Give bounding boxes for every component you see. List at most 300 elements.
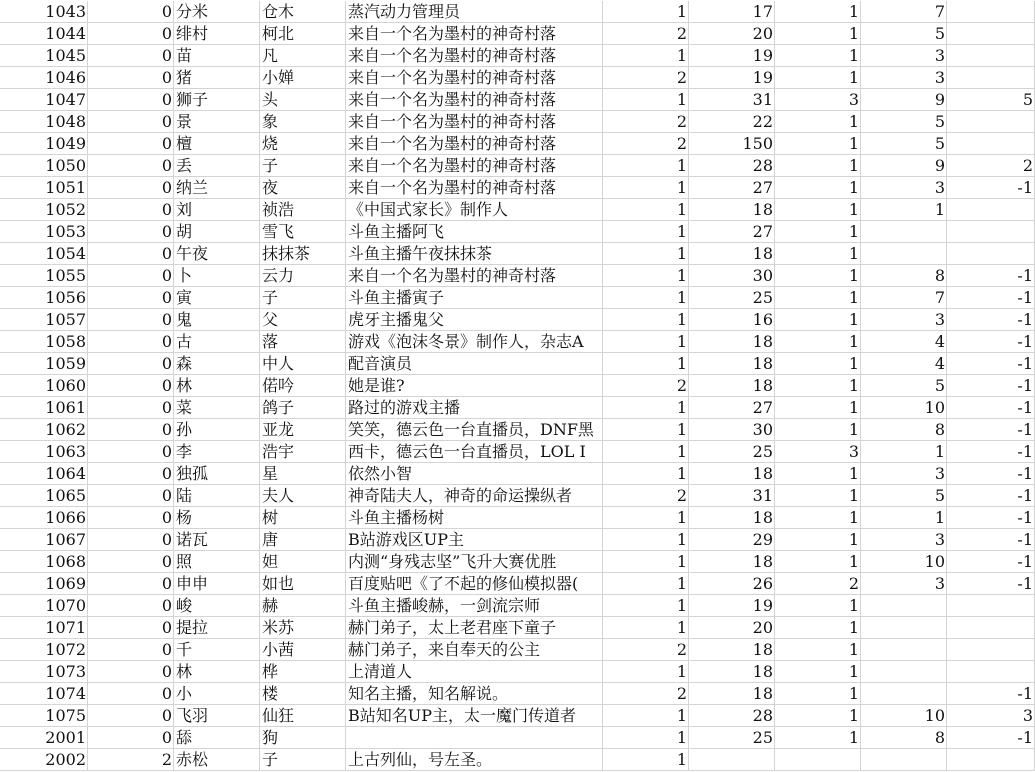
value-cell[interactable]: 8 bbox=[861, 419, 947, 441]
age-cell[interactable]: 18 bbox=[689, 243, 775, 265]
surname-cell[interactable]: 飞羽 bbox=[174, 705, 260, 727]
id-cell[interactable]: 1068 bbox=[0, 551, 88, 573]
flag-cell[interactable]: 0 bbox=[88, 705, 174, 727]
age-cell[interactable]: 18 bbox=[689, 353, 775, 375]
description-cell[interactable]: 来自一个名为墨村的神奇村落 bbox=[346, 67, 603, 89]
value-cell[interactable]: 5 bbox=[861, 375, 947, 397]
flag-cell[interactable]: 0 bbox=[88, 419, 174, 441]
level-cell[interactable]: 1 bbox=[775, 617, 861, 639]
level-cell[interactable]: 1 bbox=[775, 155, 861, 177]
level-cell[interactable]: 1 bbox=[775, 507, 861, 529]
extra-cell[interactable] bbox=[947, 45, 1035, 67]
flag-cell[interactable]: 0 bbox=[88, 309, 174, 331]
id-cell[interactable]: 1062 bbox=[0, 419, 88, 441]
age-cell[interactable]: 27 bbox=[689, 397, 775, 419]
value-cell[interactable] bbox=[861, 595, 947, 617]
extra-cell[interactable]: -1 bbox=[947, 309, 1035, 331]
surname-cell[interactable]: 照 bbox=[174, 551, 260, 573]
given-name-cell[interactable]: 狗 bbox=[260, 727, 346, 749]
id-cell[interactable]: 1047 bbox=[0, 89, 88, 111]
age-cell[interactable]: 25 bbox=[689, 727, 775, 749]
description-cell[interactable]: 斗鱼主播杨树 bbox=[346, 507, 603, 529]
id-cell[interactable]: 1043 bbox=[0, 1, 88, 23]
surname-cell[interactable]: 舔 bbox=[174, 727, 260, 749]
description-cell[interactable]: 配音演员 bbox=[346, 353, 603, 375]
age-cell[interactable] bbox=[689, 749, 775, 771]
value-cell[interactable]: 1 bbox=[861, 507, 947, 529]
flag-cell[interactable]: 0 bbox=[88, 155, 174, 177]
level-cell[interactable] bbox=[775, 749, 861, 771]
age-cell[interactable]: 20 bbox=[689, 617, 775, 639]
description-cell[interactable]: 来自一个名为墨村的神奇村落 bbox=[346, 89, 603, 111]
value-cell[interactable]: 5 bbox=[861, 133, 947, 155]
level-cell[interactable]: 1 bbox=[775, 705, 861, 727]
given-name-cell[interactable]: 树 bbox=[260, 507, 346, 529]
description-cell[interactable]: 神奇陆夫人，神奇的命运操纵者 bbox=[346, 485, 603, 507]
gender-cell[interactable]: 1 bbox=[603, 45, 689, 67]
gender-cell[interactable]: 1 bbox=[603, 507, 689, 529]
level-cell[interactable]: 1 bbox=[775, 485, 861, 507]
surname-cell[interactable]: 卜 bbox=[174, 265, 260, 287]
id-cell[interactable]: 1063 bbox=[0, 441, 88, 463]
description-cell[interactable]: 来自一个名为墨村的神奇村落 bbox=[346, 155, 603, 177]
extra-cell[interactable] bbox=[947, 243, 1035, 265]
given-name-cell[interactable]: 米苏 bbox=[260, 617, 346, 639]
age-cell[interactable]: 22 bbox=[689, 111, 775, 133]
id-cell[interactable]: 1071 bbox=[0, 617, 88, 639]
given-name-cell[interactable]: 中人 bbox=[260, 353, 346, 375]
level-cell[interactable]: 1 bbox=[775, 23, 861, 45]
flag-cell[interactable]: 0 bbox=[88, 683, 174, 705]
value-cell[interactable]: 3 bbox=[861, 177, 947, 199]
given-name-cell[interactable]: 子 bbox=[260, 287, 346, 309]
id-cell[interactable]: 1060 bbox=[0, 375, 88, 397]
given-name-cell[interactable]: 小婵 bbox=[260, 67, 346, 89]
flag-cell[interactable]: 2 bbox=[88, 749, 174, 771]
gender-cell[interactable]: 1 bbox=[603, 749, 689, 771]
flag-cell[interactable]: 0 bbox=[88, 287, 174, 309]
surname-cell[interactable]: 森 bbox=[174, 353, 260, 375]
given-name-cell[interactable]: 夫人 bbox=[260, 485, 346, 507]
extra-cell[interactable]: -1 bbox=[947, 485, 1035, 507]
description-cell[interactable]: 斗鱼主播峻赫，一剑流宗师 bbox=[346, 595, 603, 617]
level-cell[interactable]: 1 bbox=[775, 199, 861, 221]
level-cell[interactable]: 1 bbox=[775, 221, 861, 243]
extra-cell[interactable]: -1 bbox=[947, 441, 1035, 463]
description-cell[interactable]: 来自一个名为墨村的神奇村落 bbox=[346, 133, 603, 155]
given-name-cell[interactable]: 抹抹茶 bbox=[260, 243, 346, 265]
gender-cell[interactable]: 2 bbox=[603, 23, 689, 45]
flag-cell[interactable]: 0 bbox=[88, 1, 174, 23]
description-cell[interactable] bbox=[346, 727, 603, 749]
extra-cell[interactable]: -1 bbox=[947, 287, 1035, 309]
id-cell[interactable]: 1075 bbox=[0, 705, 88, 727]
flag-cell[interactable]: 0 bbox=[88, 375, 174, 397]
age-cell[interactable]: 28 bbox=[689, 155, 775, 177]
id-cell[interactable]: 1057 bbox=[0, 309, 88, 331]
given-name-cell[interactable]: 偌吟 bbox=[260, 375, 346, 397]
flag-cell[interactable]: 0 bbox=[88, 639, 174, 661]
gender-cell[interactable]: 1 bbox=[603, 199, 689, 221]
age-cell[interactable]: 18 bbox=[689, 507, 775, 529]
gender-cell[interactable]: 2 bbox=[603, 67, 689, 89]
surname-cell[interactable]: 孙 bbox=[174, 419, 260, 441]
age-cell[interactable]: 28 bbox=[689, 705, 775, 727]
given-name-cell[interactable]: 子 bbox=[260, 749, 346, 771]
flag-cell[interactable]: 0 bbox=[88, 551, 174, 573]
level-cell[interactable]: 1 bbox=[775, 375, 861, 397]
given-name-cell[interactable]: 鸽子 bbox=[260, 397, 346, 419]
surname-cell[interactable]: 诺瓦 bbox=[174, 529, 260, 551]
gender-cell[interactable]: 1 bbox=[603, 573, 689, 595]
age-cell[interactable]: 18 bbox=[689, 551, 775, 573]
gender-cell[interactable]: 1 bbox=[603, 353, 689, 375]
description-cell[interactable]: 赫门弟子，太上老君座下童子 bbox=[346, 617, 603, 639]
id-cell[interactable]: 1065 bbox=[0, 485, 88, 507]
description-cell[interactable]: 内测“身残志坚”飞升大赛优胜 bbox=[346, 551, 603, 573]
description-cell[interactable]: B站游戏区UP主 bbox=[346, 529, 603, 551]
extra-cell[interactable]: -1 bbox=[947, 265, 1035, 287]
description-cell[interactable]: 斗鱼主播阿飞 bbox=[346, 221, 603, 243]
level-cell[interactable]: 1 bbox=[775, 331, 861, 353]
id-cell[interactable]: 1052 bbox=[0, 199, 88, 221]
id-cell[interactable]: 1070 bbox=[0, 595, 88, 617]
flag-cell[interactable]: 0 bbox=[88, 199, 174, 221]
flag-cell[interactable]: 0 bbox=[88, 529, 174, 551]
extra-cell[interactable]: 5 bbox=[947, 89, 1035, 111]
extra-cell[interactable] bbox=[947, 1, 1035, 23]
age-cell[interactable]: 27 bbox=[689, 221, 775, 243]
surname-cell[interactable]: 苗 bbox=[174, 45, 260, 67]
surname-cell[interactable]: 胡 bbox=[174, 221, 260, 243]
flag-cell[interactable]: 0 bbox=[88, 177, 174, 199]
given-name-cell[interactable]: 小茜 bbox=[260, 639, 346, 661]
given-name-cell[interactable]: 祯浩 bbox=[260, 199, 346, 221]
given-name-cell[interactable]: 落 bbox=[260, 331, 346, 353]
age-cell[interactable]: 31 bbox=[689, 485, 775, 507]
given-name-cell[interactable]: 妲 bbox=[260, 551, 346, 573]
value-cell[interactable]: 3 bbox=[861, 529, 947, 551]
gender-cell[interactable]: 1 bbox=[603, 89, 689, 111]
id-cell[interactable]: 1059 bbox=[0, 353, 88, 375]
flag-cell[interactable]: 0 bbox=[88, 111, 174, 133]
value-cell[interactable] bbox=[861, 639, 947, 661]
value-cell[interactable] bbox=[861, 661, 947, 683]
description-cell[interactable]: 《中国式家长》制作人 bbox=[346, 199, 603, 221]
flag-cell[interactable]: 0 bbox=[88, 463, 174, 485]
surname-cell[interactable]: 刘 bbox=[174, 199, 260, 221]
surname-cell[interactable]: 丢 bbox=[174, 155, 260, 177]
extra-cell[interactable] bbox=[947, 595, 1035, 617]
level-cell[interactable]: 1 bbox=[775, 353, 861, 375]
extra-cell[interactable]: -1 bbox=[947, 573, 1035, 595]
value-cell[interactable]: 4 bbox=[861, 331, 947, 353]
value-cell[interactable]: 5 bbox=[861, 23, 947, 45]
id-cell[interactable]: 1044 bbox=[0, 23, 88, 45]
description-cell[interactable]: 上古列仙，号左圣。 bbox=[346, 749, 603, 771]
surname-cell[interactable]: 寅 bbox=[174, 287, 260, 309]
surname-cell[interactable]: 赤松 bbox=[174, 749, 260, 771]
gender-cell[interactable]: 1 bbox=[603, 551, 689, 573]
description-cell[interactable]: 蒸汽动力管理员 bbox=[346, 1, 603, 23]
id-cell[interactable]: 1066 bbox=[0, 507, 88, 529]
id-cell[interactable]: 1069 bbox=[0, 573, 88, 595]
given-name-cell[interactable]: 凡 bbox=[260, 45, 346, 67]
surname-cell[interactable]: 绯村 bbox=[174, 23, 260, 45]
extra-cell[interactable]: -1 bbox=[947, 463, 1035, 485]
age-cell[interactable]: 18 bbox=[689, 683, 775, 705]
level-cell[interactable]: 1 bbox=[775, 1, 861, 23]
extra-cell[interactable] bbox=[947, 23, 1035, 45]
age-cell[interactable]: 26 bbox=[689, 573, 775, 595]
description-cell[interactable]: 来自一个名为墨村的神奇村落 bbox=[346, 45, 603, 67]
extra-cell[interactable]: -1 bbox=[947, 727, 1035, 749]
surname-cell[interactable]: 午夜 bbox=[174, 243, 260, 265]
level-cell[interactable]: 1 bbox=[775, 595, 861, 617]
level-cell[interactable]: 1 bbox=[775, 397, 861, 419]
surname-cell[interactable]: 独孤 bbox=[174, 463, 260, 485]
flag-cell[interactable]: 0 bbox=[88, 595, 174, 617]
level-cell[interactable]: 3 bbox=[775, 89, 861, 111]
level-cell[interactable]: 1 bbox=[775, 683, 861, 705]
flag-cell[interactable]: 0 bbox=[88, 441, 174, 463]
value-cell[interactable]: 7 bbox=[861, 1, 947, 23]
level-cell[interactable]: 1 bbox=[775, 551, 861, 573]
extra-cell[interactable]: 2 bbox=[947, 155, 1035, 177]
extra-cell[interactable] bbox=[947, 67, 1035, 89]
value-cell[interactable]: 1 bbox=[861, 199, 947, 221]
age-cell[interactable]: 29 bbox=[689, 529, 775, 551]
surname-cell[interactable]: 古 bbox=[174, 331, 260, 353]
flag-cell[interactable]: 0 bbox=[88, 661, 174, 683]
age-cell[interactable]: 18 bbox=[689, 661, 775, 683]
level-cell[interactable]: 1 bbox=[775, 111, 861, 133]
gender-cell[interactable]: 1 bbox=[603, 661, 689, 683]
flag-cell[interactable]: 0 bbox=[88, 45, 174, 67]
extra-cell[interactable] bbox=[947, 661, 1035, 683]
gender-cell[interactable]: 1 bbox=[603, 419, 689, 441]
given-name-cell[interactable]: 云力 bbox=[260, 265, 346, 287]
description-cell[interactable]: 斗鱼主播寅子 bbox=[346, 287, 603, 309]
level-cell[interactable]: 1 bbox=[775, 265, 861, 287]
id-cell[interactable]: 1056 bbox=[0, 287, 88, 309]
age-cell[interactable]: 16 bbox=[689, 309, 775, 331]
flag-cell[interactable]: 0 bbox=[88, 221, 174, 243]
surname-cell[interactable]: 杨 bbox=[174, 507, 260, 529]
given-name-cell[interactable]: 子 bbox=[260, 155, 346, 177]
surname-cell[interactable]: 小 bbox=[174, 683, 260, 705]
given-name-cell[interactable]: 象 bbox=[260, 111, 346, 133]
given-name-cell[interactable]: 雪飞 bbox=[260, 221, 346, 243]
id-cell[interactable]: 1046 bbox=[0, 67, 88, 89]
description-cell[interactable]: 依然小智 bbox=[346, 463, 603, 485]
description-cell[interactable]: 赫门弟子，来自奉天的公主 bbox=[346, 639, 603, 661]
flag-cell[interactable]: 0 bbox=[88, 265, 174, 287]
id-cell[interactable]: 1053 bbox=[0, 221, 88, 243]
age-cell[interactable]: 19 bbox=[689, 45, 775, 67]
age-cell[interactable]: 17 bbox=[689, 1, 775, 23]
value-cell[interactable]: 8 bbox=[861, 727, 947, 749]
surname-cell[interactable]: 提拉 bbox=[174, 617, 260, 639]
description-cell[interactable]: 来自一个名为墨村的神奇村落 bbox=[346, 265, 603, 287]
value-cell[interactable] bbox=[861, 243, 947, 265]
given-name-cell[interactable]: 唐 bbox=[260, 529, 346, 551]
id-cell[interactable]: 2001 bbox=[0, 727, 88, 749]
value-cell[interactable]: 3 bbox=[861, 45, 947, 67]
age-cell[interactable]: 18 bbox=[689, 331, 775, 353]
surname-cell[interactable]: 景 bbox=[174, 111, 260, 133]
level-cell[interactable]: 1 bbox=[775, 661, 861, 683]
id-cell[interactable]: 1055 bbox=[0, 265, 88, 287]
gender-cell[interactable]: 2 bbox=[603, 111, 689, 133]
surname-cell[interactable]: 檀 bbox=[174, 133, 260, 155]
value-cell[interactable]: 9 bbox=[861, 89, 947, 111]
surname-cell[interactable]: 猪 bbox=[174, 67, 260, 89]
surname-cell[interactable]: 林 bbox=[174, 375, 260, 397]
id-cell[interactable]: 1067 bbox=[0, 529, 88, 551]
flag-cell[interactable]: 0 bbox=[88, 67, 174, 89]
extra-cell[interactable] bbox=[947, 749, 1035, 771]
id-cell[interactable]: 1073 bbox=[0, 661, 88, 683]
gender-cell[interactable]: 1 bbox=[603, 265, 689, 287]
extra-cell[interactable] bbox=[947, 133, 1035, 155]
description-cell[interactable]: 来自一个名为墨村的神奇村落 bbox=[346, 23, 603, 45]
value-cell[interactable] bbox=[861, 221, 947, 243]
given-name-cell[interactable]: 父 bbox=[260, 309, 346, 331]
description-cell[interactable]: 她是谁? bbox=[346, 375, 603, 397]
flag-cell[interactable]: 0 bbox=[88, 727, 174, 749]
surname-cell[interactable]: 菜 bbox=[174, 397, 260, 419]
flag-cell[interactable]: 0 bbox=[88, 89, 174, 111]
level-cell[interactable]: 1 bbox=[775, 243, 861, 265]
given-name-cell[interactable]: 桦 bbox=[260, 661, 346, 683]
surname-cell[interactable]: 申申 bbox=[174, 573, 260, 595]
extra-cell[interactable] bbox=[947, 639, 1035, 661]
extra-cell[interactable]: -1 bbox=[947, 353, 1035, 375]
gender-cell[interactable]: 1 bbox=[603, 705, 689, 727]
given-name-cell[interactable]: 如也 bbox=[260, 573, 346, 595]
age-cell[interactable]: 20 bbox=[689, 23, 775, 45]
gender-cell[interactable]: 2 bbox=[603, 375, 689, 397]
value-cell[interactable]: 7 bbox=[861, 287, 947, 309]
gender-cell[interactable]: 1 bbox=[603, 441, 689, 463]
extra-cell[interactable] bbox=[947, 221, 1035, 243]
level-cell[interactable]: 1 bbox=[775, 45, 861, 67]
extra-cell[interactable] bbox=[947, 617, 1035, 639]
flag-cell[interactable]: 0 bbox=[88, 397, 174, 419]
extra-cell[interactable]: -1 bbox=[947, 375, 1035, 397]
id-cell[interactable]: 1074 bbox=[0, 683, 88, 705]
gender-cell[interactable]: 1 bbox=[603, 463, 689, 485]
value-cell[interactable]: 3 bbox=[861, 463, 947, 485]
level-cell[interactable]: 3 bbox=[775, 441, 861, 463]
age-cell[interactable]: 27 bbox=[689, 177, 775, 199]
surname-cell[interactable]: 林 bbox=[174, 661, 260, 683]
given-name-cell[interactable]: 楼 bbox=[260, 683, 346, 705]
given-name-cell[interactable]: 仓木 bbox=[260, 1, 346, 23]
flag-cell[interactable]: 0 bbox=[88, 353, 174, 375]
age-cell[interactable]: 19 bbox=[689, 595, 775, 617]
flag-cell[interactable]: 0 bbox=[88, 331, 174, 353]
surname-cell[interactable]: 分米 bbox=[174, 1, 260, 23]
description-cell[interactable]: 百度贴吧《了不起的修仙模拟器( bbox=[346, 573, 603, 595]
gender-cell[interactable]: 2 bbox=[603, 639, 689, 661]
surname-cell[interactable]: 峻 bbox=[174, 595, 260, 617]
extra-cell[interactable]: -1 bbox=[947, 507, 1035, 529]
extra-cell[interactable]: -1 bbox=[947, 331, 1035, 353]
age-cell[interactable]: 18 bbox=[689, 639, 775, 661]
description-cell[interactable]: 虎牙主播鬼父 bbox=[346, 309, 603, 331]
given-name-cell[interactable]: 夜 bbox=[260, 177, 346, 199]
gender-cell[interactable]: 1 bbox=[603, 243, 689, 265]
level-cell[interactable]: 1 bbox=[775, 419, 861, 441]
given-name-cell[interactable]: 烧 bbox=[260, 133, 346, 155]
age-cell[interactable]: 30 bbox=[689, 419, 775, 441]
given-name-cell[interactable]: 柯北 bbox=[260, 23, 346, 45]
gender-cell[interactable]: 1 bbox=[603, 221, 689, 243]
surname-cell[interactable]: 纳兰 bbox=[174, 177, 260, 199]
value-cell[interactable]: 3 bbox=[861, 573, 947, 595]
age-cell[interactable]: 25 bbox=[689, 441, 775, 463]
level-cell[interactable]: 1 bbox=[775, 639, 861, 661]
value-cell[interactable] bbox=[861, 617, 947, 639]
extra-cell[interactable]: -1 bbox=[947, 419, 1035, 441]
id-cell[interactable]: 1058 bbox=[0, 331, 88, 353]
id-cell[interactable]: 1045 bbox=[0, 45, 88, 67]
extra-cell[interactable] bbox=[947, 111, 1035, 133]
surname-cell[interactable]: 陆 bbox=[174, 485, 260, 507]
given-name-cell[interactable]: 浩宇 bbox=[260, 441, 346, 463]
level-cell[interactable]: 1 bbox=[775, 309, 861, 331]
surname-cell[interactable]: 鬼 bbox=[174, 309, 260, 331]
value-cell[interactable] bbox=[861, 749, 947, 771]
description-cell[interactable]: 游戏《泡沫冬景》制作人，杂志A bbox=[346, 331, 603, 353]
given-name-cell[interactable]: 仙狂 bbox=[260, 705, 346, 727]
gender-cell[interactable]: 1 bbox=[603, 287, 689, 309]
description-cell[interactable]: 上清道人 bbox=[346, 661, 603, 683]
age-cell[interactable]: 25 bbox=[689, 287, 775, 309]
id-cell[interactable]: 2002 bbox=[0, 749, 88, 771]
description-cell[interactable]: 路过的游戏主播 bbox=[346, 397, 603, 419]
gender-cell[interactable]: 1 bbox=[603, 617, 689, 639]
id-cell[interactable]: 1050 bbox=[0, 155, 88, 177]
flag-cell[interactable]: 0 bbox=[88, 133, 174, 155]
id-cell[interactable]: 1051 bbox=[0, 177, 88, 199]
age-cell[interactable]: 18 bbox=[689, 375, 775, 397]
level-cell[interactable]: 1 bbox=[775, 133, 861, 155]
level-cell[interactable]: 1 bbox=[775, 287, 861, 309]
description-cell[interactable]: 斗鱼主播午夜抹抹茶 bbox=[346, 243, 603, 265]
age-cell[interactable]: 19 bbox=[689, 67, 775, 89]
gender-cell[interactable]: 2 bbox=[603, 683, 689, 705]
gender-cell[interactable]: 1 bbox=[603, 309, 689, 331]
extra-cell[interactable]: 3 bbox=[947, 705, 1035, 727]
level-cell[interactable]: 1 bbox=[775, 529, 861, 551]
extra-cell[interactable]: -1 bbox=[947, 529, 1035, 551]
id-cell[interactable]: 1048 bbox=[0, 111, 88, 133]
surname-cell[interactable]: 千 bbox=[174, 639, 260, 661]
description-cell[interactable]: 笑笑，德云色一台直播员，DNF黑 bbox=[346, 419, 603, 441]
id-cell[interactable]: 1072 bbox=[0, 639, 88, 661]
value-cell[interactable]: 10 bbox=[861, 551, 947, 573]
level-cell[interactable]: 1 bbox=[775, 727, 861, 749]
id-cell[interactable]: 1049 bbox=[0, 133, 88, 155]
gender-cell[interactable]: 1 bbox=[603, 331, 689, 353]
description-cell[interactable]: 来自一个名为墨村的神奇村落 bbox=[346, 111, 603, 133]
value-cell[interactable]: 3 bbox=[861, 309, 947, 331]
age-cell[interactable]: 18 bbox=[689, 463, 775, 485]
gender-cell[interactable]: 1 bbox=[603, 529, 689, 551]
